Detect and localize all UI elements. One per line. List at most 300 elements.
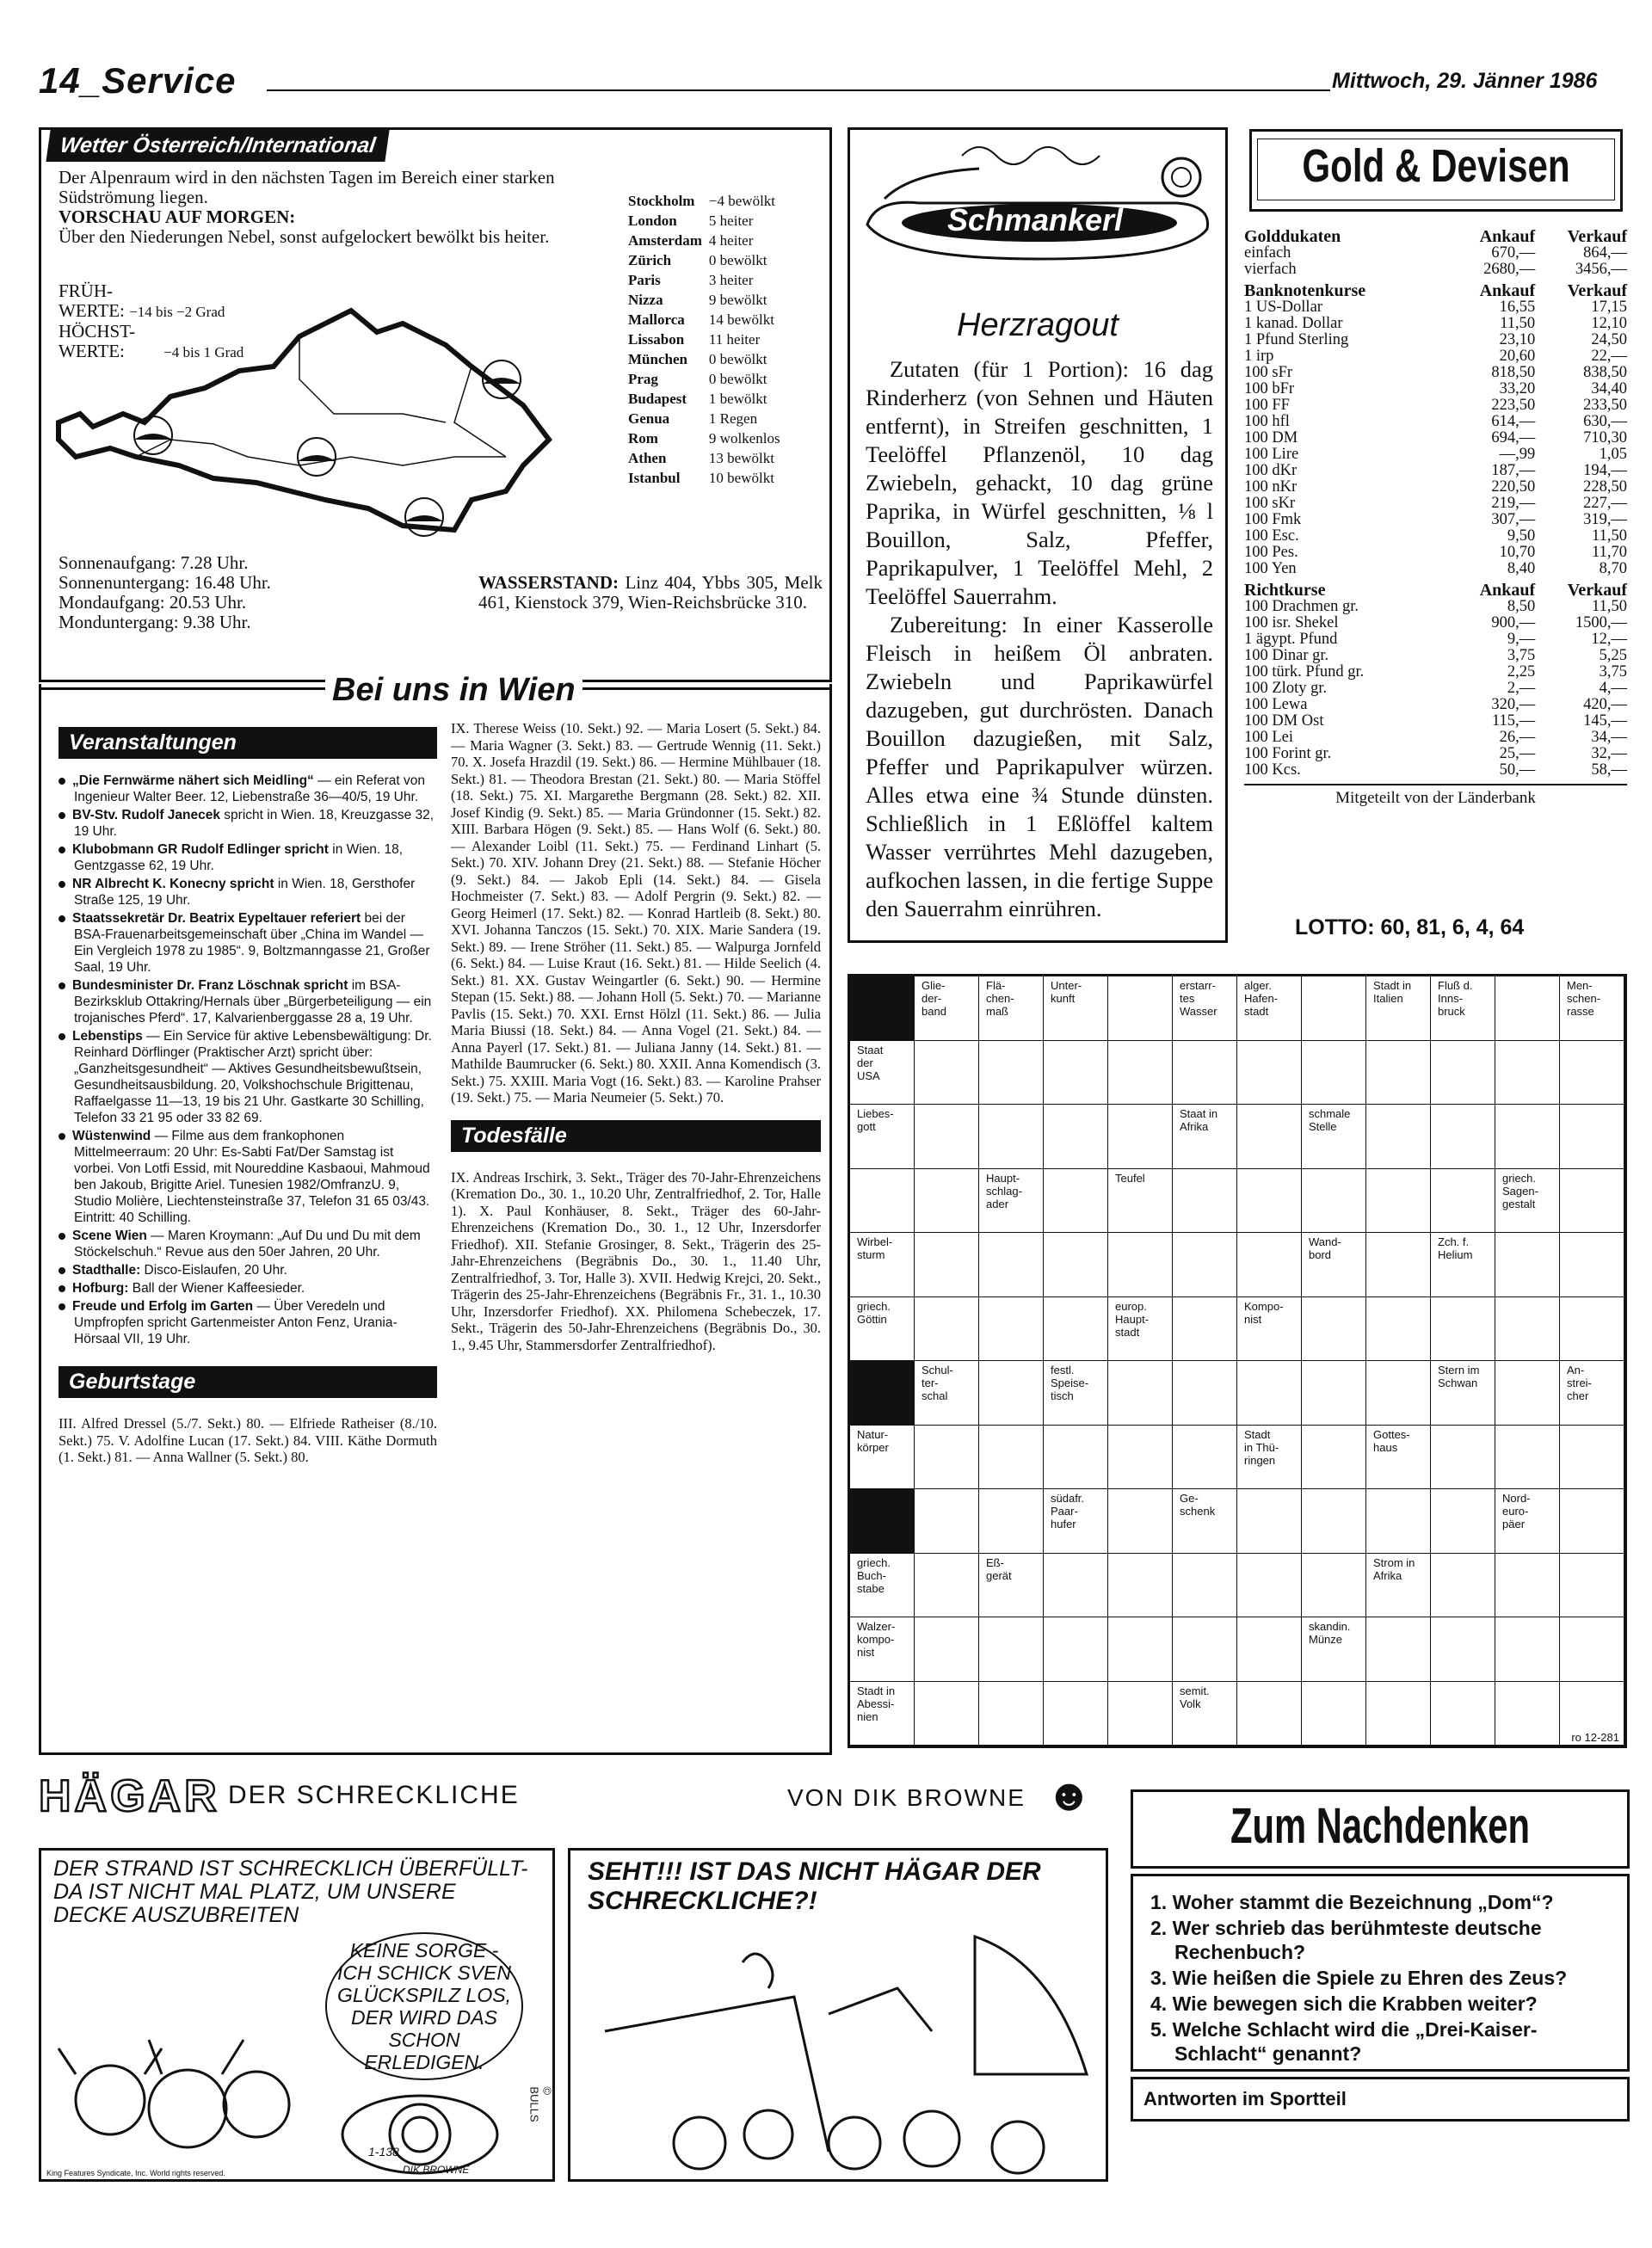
clue-line: der- — [922, 992, 942, 1005]
rates-cell: 100 dKr — [1244, 462, 1298, 479]
rates-cell: 8,40 — [1507, 560, 1536, 577]
crossword — [848, 974, 1627, 1748]
event-text: — Über Veredeln und Umpfropfen spricht Gartenmeister Anton Fenz, Urania-Hörsaal VII, 19 Uhr. — [74, 1299, 398, 1346]
rates-cell: 11,50 — [1592, 598, 1627, 615]
rates-cell: 3,75 — [1507, 647, 1536, 664]
clue-line: Wand- — [1309, 1235, 1341, 1248]
crossword-cell — [850, 1361, 915, 1426]
recipe-box — [848, 127, 1228, 943]
viking-logo-icon: ☻ — [1045, 1771, 1093, 1820]
crossword-cell — [1366, 1361, 1431, 1426]
clue-line: stadt — [1244, 1005, 1269, 1018]
quiz-question: 1. Woher stammt die Bezeichnung „Dom“? — [1150, 1891, 1554, 1913]
crossword-cell — [1173, 1041, 1237, 1106]
city-name-text: München — [628, 351, 687, 367]
rates-row — [1244, 414, 1627, 430]
hoechst-label: HÖCHST- — [59, 321, 136, 342]
clue-line: Nord- — [1502, 1492, 1531, 1505]
rates-cell: 1 kanad. Dollar — [1244, 315, 1343, 332]
crossword-cell — [1495, 1617, 1560, 1682]
hoechst-label2: WERTE: — [59, 341, 125, 361]
bullet-icon — [59, 1267, 65, 1274]
city-row — [628, 192, 786, 210]
crossword-clue — [1044, 1489, 1108, 1554]
hagar-title: HÄGAR — [39, 1771, 220, 1821]
clue-line: bruck — [1438, 1005, 1465, 1018]
clue-line: Gottes- — [1373, 1427, 1410, 1441]
clue-line: Stadt — [1244, 1427, 1271, 1441]
crossword-clue — [1495, 1489, 1560, 1554]
rates-cell: 1 irp — [1244, 348, 1274, 365]
bullet-icon — [59, 881, 65, 888]
rates-row — [1244, 381, 1627, 397]
clue-line: kunft — [1051, 992, 1076, 1005]
rates-cell: 630,— — [1583, 413, 1627, 430]
panel2-drawing — [570, 1928, 1106, 2177]
crossword-cell — [1237, 1169, 1302, 1234]
clue-line: skandin. — [1309, 1620, 1351, 1633]
rates-row — [1244, 316, 1627, 332]
city-name — [628, 370, 707, 388]
clue-line: körper — [857, 1440, 889, 1454]
header-rule — [267, 89, 1330, 91]
clue-line: gott — [857, 1120, 876, 1133]
crossword-cell — [1560, 1554, 1624, 1618]
rates-table — [1244, 224, 1627, 278]
city-name-text: Rom — [628, 430, 658, 447]
quiz-question: 4. Wie bewegen sich die Krabben weiter? — [1150, 1992, 1538, 2015]
city-name — [628, 390, 707, 408]
water-level — [478, 573, 823, 613]
crossword-cell — [1108, 976, 1173, 1041]
rates-header-cell: Banknotenkurse — [1244, 281, 1366, 300]
crossword-clue — [1237, 976, 1302, 1041]
rates-cell: 4,— — [1599, 680, 1627, 697]
city-weather: 13 bewölkt — [708, 450, 774, 466]
crossword-cell — [979, 1617, 1044, 1682]
crossword-clue — [1044, 1361, 1108, 1426]
crossword-cell — [979, 1426, 1044, 1490]
city-weather: −4 bewölkt — [708, 193, 776, 209]
clue-line: Wirbel- — [857, 1235, 893, 1248]
rates-cell: 100 Yen — [1244, 560, 1297, 577]
crossword-cell — [1108, 1489, 1173, 1554]
quiz-question: 2. Wer schrieb das berühmteste deutsche Rechenbuch? — [1150, 1917, 1542, 1963]
clue-line: Walzer- — [857, 1620, 896, 1633]
crossword-cell — [1173, 1169, 1237, 1234]
crossword-clue — [1560, 1361, 1624, 1426]
event-item — [59, 977, 437, 1026]
birthdays-text: III. Alfred Dressel (5./7. Sekt.) 80. — Elfriede Ratheiser (8./10. Sekt.) 75. V. Adolfine Lucan (17. Sekt.) 84. VIII. Käthe Dormuth (1. Sekt.) 81. — Anna Wallner (5. Sekt.) 80. — [59, 1415, 437, 1465]
rates-cell: 100 Pes. — [1244, 544, 1298, 561]
crossword-clue — [1431, 976, 1495, 1041]
event-text: Ball der Wiener Kaffeesieder. — [128, 1281, 305, 1296]
crossword-clue — [1108, 1297, 1173, 1362]
city-name — [628, 251, 707, 269]
rates-cell: 100 DM — [1244, 429, 1298, 447]
crossword-cell — [1366, 1041, 1431, 1106]
rates-cell: 100 Esc. — [1244, 527, 1299, 545]
crossword-clue — [1237, 1297, 1302, 1362]
rates-row — [1244, 648, 1627, 664]
moonset: Monduntergang: 9.38 Uhr. — [59, 612, 251, 632]
city-name — [628, 350, 707, 368]
crossword-clue — [1366, 976, 1431, 1041]
crossword-cell — [1366, 1169, 1431, 1234]
crossword-cell — [1108, 1041, 1173, 1106]
gold-tables — [1244, 224, 1627, 779]
crossword-cell — [1431, 1426, 1495, 1490]
city-name — [628, 231, 707, 249]
gold-title-box — [1249, 129, 1623, 212]
rates-cell: 8,50 — [1507, 598, 1536, 615]
crossword-cell — [1560, 1169, 1624, 1234]
clue-line: euro- — [1502, 1505, 1529, 1518]
rates-cell: 17,15 — [1591, 299, 1627, 316]
crossword-clue — [850, 1297, 915, 1362]
crossword-clue — [1044, 976, 1108, 1041]
bulls-copyright: © BULLS — [527, 2086, 554, 2122]
rates-cell: 9,— — [1507, 631, 1536, 648]
crossword-cell — [915, 1169, 979, 1234]
clue-line: kompo- — [857, 1633, 895, 1646]
rates-row — [1244, 348, 1627, 365]
rates-cell: 100 Zloty gr. — [1244, 680, 1328, 697]
rates-cell: 26,— — [1499, 729, 1536, 746]
city-name-text: Genua — [628, 410, 670, 427]
event-title: Staatssekretär Dr. Beatrix Eypeltauer referiert — [72, 911, 361, 926]
clue-line: alger. — [1244, 979, 1272, 992]
clue-line: band — [922, 1005, 946, 1018]
city-name-text: Zürich — [628, 252, 672, 268]
clue-line: Wasser — [1180, 1005, 1217, 1018]
sunset: Sonnenuntergang: 16.48 Uhr. — [59, 572, 271, 593]
city-row — [628, 251, 786, 269]
hagar-header — [39, 1771, 1106, 1822]
city-row — [628, 350, 786, 368]
rates-header — [1244, 577, 1627, 599]
crossword-cell — [1044, 1233, 1108, 1297]
city-weather: 0 bewölkt — [708, 351, 767, 367]
crossword-cell — [1431, 1105, 1495, 1169]
clue-line: Göttin — [857, 1312, 887, 1326]
recipe-banner: Schmankerl — [946, 202, 1124, 237]
gold-title: Gold & Devisen — [1302, 140, 1570, 192]
crossword-cell — [915, 1297, 979, 1362]
clue-line: Abessi- — [857, 1697, 895, 1710]
city-row — [628, 469, 786, 487]
city-name-text: Budapest — [628, 391, 687, 407]
rates-row — [1244, 365, 1627, 381]
event-title: Freude und Erfolg im Garten — [72, 1299, 254, 1314]
austria-map — [41, 285, 644, 543]
bullet-icon — [59, 1233, 65, 1240]
rates-row — [1244, 697, 1627, 713]
wien-col-right — [451, 720, 821, 1353]
panel1-speech-1: DER STRAND IST SCHRECKLICH ÜBERFÜLLT- DA IST NICHT MAL PLATZ, UM UNSERE DECKE AUSZUBREITEN — [53, 1857, 528, 1927]
clue-line: ringen — [1244, 1453, 1276, 1467]
crossword-cell — [1302, 1426, 1366, 1490]
city-weather: 4 heiter — [708, 232, 754, 249]
crossword-cell — [1173, 1297, 1237, 1362]
rates-header-cell: Ankauf — [1479, 581, 1536, 600]
rates-row — [1244, 332, 1627, 348]
clue-line: strei- — [1567, 1377, 1592, 1389]
forecast-text: Über den Niederungen Nebel, sonst aufgelockert bewölkt bis heiter. — [59, 226, 550, 247]
crossword-cell — [1044, 1105, 1108, 1169]
crossword-cell — [1108, 1233, 1173, 1297]
clue-line: hufer — [1051, 1518, 1076, 1530]
city-name — [628, 311, 707, 329]
city-name-text: Athen — [628, 450, 667, 466]
rates-cell: 115,— — [1491, 712, 1536, 730]
crossword-clue — [850, 1682, 915, 1746]
crossword-cell — [915, 1617, 979, 1682]
crossword-cell — [1237, 1041, 1302, 1106]
quiz-question: 3. Wie heißen die Spiele zu Ehren des Zeus? — [1150, 1967, 1568, 1989]
page-header: 14_Service — [39, 60, 237, 101]
crossword-clue — [850, 1426, 915, 1490]
rates-cell: 100 Drachmen gr. — [1244, 598, 1359, 615]
clue-line: schlag- — [986, 1184, 1022, 1198]
crossword-cell — [979, 1361, 1044, 1426]
weather-title-bar — [41, 130, 403, 162]
quiz-question: 5. Welche Schlacht wird die „Drei-Kaiser-Schlacht“ genannt? — [1150, 2018, 1538, 2065]
event-item — [59, 1028, 437, 1126]
rates-header-cell: Verkauf — [1567, 581, 1627, 600]
crossword-clue — [850, 1617, 915, 1682]
crossword-cell — [1108, 1554, 1173, 1618]
sun-moon-times — [59, 553, 271, 632]
clue-line: Fluß d. — [1438, 979, 1473, 992]
bullet-icon — [59, 812, 65, 819]
crossword-clue — [1108, 1169, 1173, 1234]
rates-cell: 1,05 — [1599, 446, 1627, 463]
clue-line: Eß- — [986, 1555, 1004, 1569]
water-label: WASSERSTAND: — [478, 572, 619, 593]
city-name — [628, 212, 707, 230]
clue-line: Stadt in — [857, 1684, 896, 1697]
crossword-cell — [1173, 1361, 1237, 1426]
city-name — [628, 429, 707, 447]
crossword-cell — [850, 976, 915, 1041]
clue-line: schen- — [1567, 992, 1601, 1005]
bullet-icon — [59, 1033, 65, 1040]
rates-row — [1244, 430, 1627, 447]
clue-line: gerät — [986, 1568, 1012, 1582]
rates-cell: 100 FF — [1244, 397, 1290, 414]
crossword-cell — [1302, 1169, 1366, 1234]
crossword-cell — [979, 1682, 1044, 1746]
clue-line: Volk — [1180, 1697, 1201, 1710]
city-weather: 9 bewölkt — [708, 292, 767, 308]
rates-cell: 100 DM Ost — [1244, 712, 1324, 730]
crossword-clue — [850, 1554, 915, 1618]
rates-cell: einfach — [1244, 244, 1291, 262]
rates-cell: 194,— — [1583, 462, 1627, 479]
clue-line: bord — [1309, 1248, 1332, 1261]
clue-line: nist — [1244, 1312, 1262, 1326]
event-title: Stadthalle: — [72, 1263, 141, 1278]
rates-cell: 25,— — [1499, 745, 1536, 762]
crossword-cell — [1560, 1489, 1624, 1554]
rates-cell: 100 Dinar gr. — [1244, 647, 1329, 664]
rates-cell: 2680,— — [1483, 261, 1536, 278]
crossword-cell — [1173, 1554, 1237, 1618]
frueh-label2: WERTE: — [59, 300, 125, 321]
rates-cell: 1 ägypt. Pfund — [1244, 631, 1338, 648]
clue-line: cher — [1567, 1389, 1589, 1402]
crossword-clue — [979, 1169, 1044, 1234]
city-row — [628, 291, 786, 309]
city-name-text: Nizza — [628, 292, 663, 308]
clue-line: ter- — [922, 1377, 939, 1389]
city-weather: 0 bewölkt — [708, 371, 767, 387]
rates-cell: 2,25 — [1507, 663, 1536, 681]
clue-line: nien — [857, 1709, 878, 1723]
wien-title: Bei uns in Wien — [325, 672, 583, 709]
hagar-panel-2 — [568, 1848, 1108, 2182]
crossword-cell — [1302, 976, 1366, 1041]
header-date: Mittwoch, 29. Jänner 1986 — [1332, 69, 1598, 93]
city-row — [628, 449, 786, 467]
crossword-cell — [1431, 1297, 1495, 1362]
clue-line: Staat in — [1180, 1107, 1218, 1120]
rates-header-cell: Verkauf — [1567, 281, 1627, 300]
rates-row — [1244, 615, 1627, 631]
clue-line: tisch — [1051, 1389, 1074, 1402]
water-text: Linz 404, Ybbs 305, Melk 461, Kienstock 379, Wien-Reichsbrücke 310. — [478, 572, 823, 613]
bullet-icon — [59, 1133, 65, 1140]
crossword-cell — [1560, 1297, 1624, 1362]
clue-line: Hafen- — [1244, 992, 1279, 1005]
crossword-cell — [1237, 1682, 1302, 1746]
event-title: Scene Wien — [72, 1229, 147, 1243]
clue-line: Inns- — [1438, 992, 1463, 1005]
rates-header-cell: Verkauf — [1567, 227, 1627, 246]
rates-cell: 50,— — [1499, 761, 1536, 779]
crossword-cell — [1431, 1554, 1495, 1618]
crossword-cell — [1173, 1426, 1237, 1490]
rates-row — [1244, 528, 1627, 545]
rates-cell: 100 Lewa — [1244, 696, 1308, 713]
crossword-code: ro 12-281 — [1571, 1731, 1619, 1744]
clue-line: Ge- — [1180, 1492, 1199, 1505]
clue-line: USA — [857, 1069, 880, 1082]
crossword-cell — [915, 1554, 979, 1618]
clue-line: gestalt — [1502, 1197, 1536, 1210]
clue-line: schmale — [1309, 1107, 1351, 1120]
event-item — [59, 910, 437, 976]
event-text: in Wien. 18, Gersthofer Straße 125, 19 Uhr. — [74, 877, 416, 908]
clue-line: Helium — [1438, 1248, 1473, 1261]
crossword-clue — [1366, 1554, 1431, 1618]
crossword-cell — [1366, 1489, 1431, 1554]
event-text: Disco-Eislaufen, 20 Uhr. — [140, 1263, 287, 1278]
clue-line: stadt — [1115, 1325, 1140, 1339]
rates-row — [1244, 299, 1627, 316]
event-text: — Filme aus dem frankophonen Mittelmeerraum: 20 Uhr: Es-Sabti Fat/Der Samstag ist vorbei. Von Lotfi Essid, mit Noureddine Kasbaoui, Mahmoud ben Jakoub, Brigitte Ariel. Tunesien 1982/OmfranzU. 9, Studio Molière, Liechtensteinstraße 37, Telefon 31 65 03/43. Eintritt: 40 Schilling. — [74, 1129, 430, 1225]
city-name-text: London — [628, 212, 677, 229]
rates-row — [1244, 561, 1627, 577]
clue-line: Unter- — [1051, 979, 1082, 992]
copyright-text: King Features Syndicate, Inc. World rights reserved. — [46, 2169, 225, 2177]
crossword-cell — [1173, 1233, 1237, 1297]
crossword-cell — [1366, 1105, 1431, 1169]
clue-line: rasse — [1567, 1005, 1594, 1018]
event-item — [59, 1128, 437, 1226]
clue-line: stabe — [857, 1581, 885, 1595]
rates-cell: —,99 — [1499, 446, 1536, 463]
city-weather: 9 wolkenlos — [708, 430, 780, 447]
city-name-text: Prag — [628, 371, 658, 387]
strip-code: 1-138 — [368, 2145, 399, 2159]
crossword-cell — [979, 1489, 1044, 1554]
event-title: BV-Stv. Rudolf Janecek — [72, 808, 220, 822]
crossword-cell — [1108, 1361, 1173, 1426]
clue-line: Münze — [1309, 1633, 1343, 1646]
rates-cell: 12,10 — [1591, 315, 1627, 332]
event-title: Bundesminister Dr. Franz Löschnak spricht — [72, 978, 348, 993]
crossword-cell — [1302, 1682, 1366, 1746]
rates-cell: 614,— — [1491, 413, 1536, 430]
quiz-questions-box — [1131, 1874, 1630, 2072]
frueh-value: −14 bis −2 Grad — [129, 304, 225, 320]
quiz-questions — [1150, 1890, 1617, 2066]
event-title: NR Albrecht K. Konecny spricht — [72, 877, 274, 891]
clue-line: nist — [857, 1646, 875, 1659]
quiz-title: Zum Nachdenken — [1230, 1798, 1531, 1854]
crossword-cell — [1495, 1682, 1560, 1746]
weather-box — [39, 127, 832, 682]
crossword-clue — [1173, 976, 1237, 1041]
event-item — [59, 876, 437, 908]
clue-line: Strom in — [1373, 1555, 1415, 1569]
quiz-section — [1131, 1789, 1630, 2168]
crossword-cell — [1431, 1041, 1495, 1106]
frueh-label: FRÜH- — [59, 280, 114, 301]
event-title: „Die Fernwärme nähert sich Meidling“ — [72, 773, 314, 788]
crossword-clue — [979, 1554, 1044, 1618]
clue-line: Schul- — [922, 1364, 953, 1377]
rates-cell: 228,50 — [1583, 478, 1627, 496]
rates-cell: 1 US-Dollar — [1244, 299, 1322, 316]
rates-row — [1244, 479, 1627, 496]
clue-line: Italien — [1373, 992, 1403, 1005]
rates-row — [1244, 713, 1627, 730]
rates-cell: 1500,— — [1575, 614, 1627, 631]
rates-cell: 227,— — [1583, 495, 1627, 512]
rates-cell: 319,— — [1583, 511, 1627, 528]
event-text: bei der BSA-Frauenarbeitsgemeinschaft über „China im Wandel — Ein Vergleich 1978 zu 1985“. 9, Boltzmanngasse 21, Großer Saal, 19 Uhr. — [74, 911, 430, 975]
crossword-cell — [1237, 1361, 1302, 1426]
city-name — [628, 410, 707, 428]
deaths-text: IX. Andreas Irschirk, 3. Sekt., Träger des 70-Jahr-Ehrenzeichens (Kremation Do., 30. 1., 10.20 Uhr, Zentralfriedhof, 2. Tor, Halle 1). X. Paul Konhäuser, 8. Sekt., Träger des 60-Jahr-Ehrenzeichens (Kremation Do., 30. 1., 12 Uhr, Inzersdorfer Friedhof). XII. Stefanie Grosinger, 8. Sekt., Trägerin des 25-Jahr-Ehrenzeichens (Begräbnis Do., 30. 1., 11.40 Uhr, Zentralfriedhof, 3. Tor, Halle 3). XVII. Hedwig Krejci, 20. Sekt., Trägerin des 25-Jahr-Ehrenzeichens (Begräbnis Fr., 31. 1., 10.30 Uhr, Inzersdorfer Friedhof). XX. Philomena Schebeczek, 17. Sekt., Trägerin des 50-Jahr-Ehrenzeichens (Begräbnis Do., 30. 1., 9.45 Uhr, Stammersdorfer Zentralfriedhof). — [451, 1168, 821, 1353]
crossword-cell — [1044, 1554, 1108, 1618]
event-title: Wüstenwind — [72, 1129, 151, 1143]
event-item — [59, 773, 437, 805]
crossword-cell — [1366, 1233, 1431, 1297]
clue-line: sturm — [857, 1248, 885, 1261]
crossword-cell — [1495, 1426, 1560, 1490]
city-weather: 0 bewölkt — [708, 252, 767, 268]
crossword-cell — [1108, 1617, 1173, 1682]
crossword-cell — [1237, 1554, 1302, 1618]
event-item — [59, 841, 437, 874]
quiz-title-box — [1131, 1789, 1630, 1869]
city-name — [628, 469, 707, 487]
city-row — [628, 271, 786, 289]
